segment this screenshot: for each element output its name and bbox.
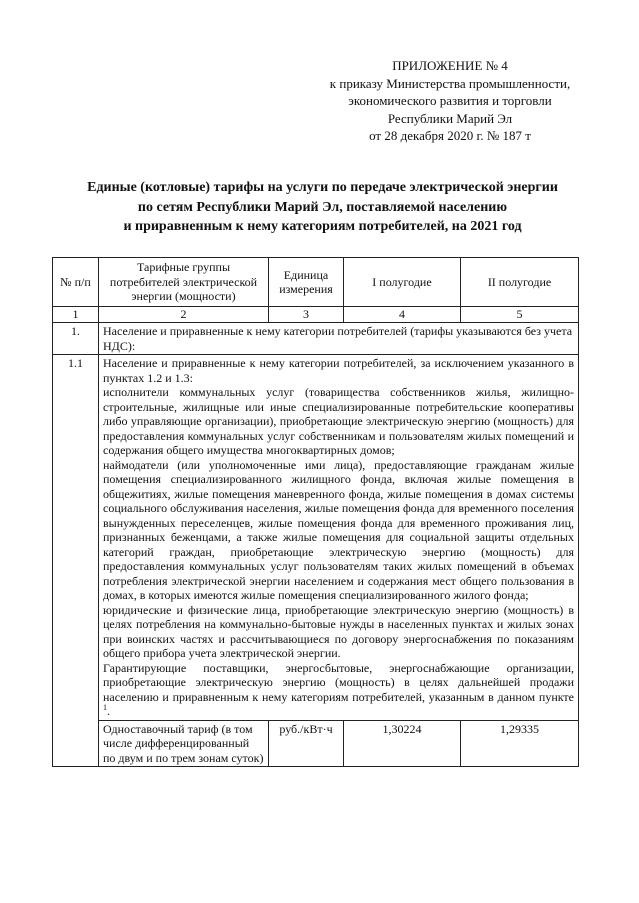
description-paragraph: Население и приравненные к нему категории потребителей, за исключением указанного в пунктах 1.2 и 1.3:	[103, 356, 574, 385]
tariff-unit: руб./кВт·ч	[269, 720, 344, 767]
description-paragraph: Гарантирующие поставщики, энергосбытовые, энергоснабжающие организации, приобретающие электрическую энергию (мощность) в целях дальнейшей продажи населению и приравненным к нему категориям потребителей, указанным в данном пункте	[103, 660, 574, 704]
appendix-ministry-line: экономического развития и торговли	[348, 93, 552, 108]
appendix-republic-line: Республики Марий Эл	[387, 110, 513, 126]
tariff-row-single-rate	[53, 720, 579, 767]
header-unit: Единица измерения	[269, 258, 344, 307]
tariff-value-first-half: 1,30224	[344, 720, 461, 767]
description-paragraph: исполнители коммунальных услуг (товарищества собственников жилья, жилищно-строительные, жилищные или иные специализированные потребительские кооперативы либо управляющие организации), приобретающие электрическую энергию (мощность) для предоставления коммунальных услуг собственникам и пользователям жилых помещений и содержания общего имущества многоквартирных домов;	[103, 385, 574, 457]
appendix-header	[300, 57, 600, 145]
header-second-half: II полугодие	[461, 258, 579, 307]
section-row-1-1	[53, 355, 579, 721]
column-index: 3	[269, 307, 344, 323]
section-description	[99, 355, 579, 721]
header-first-half: I полугодие	[344, 258, 461, 307]
title-line-1: Единые (котловые) тарифы на услуги по передаче электрической энергии	[87, 180, 558, 195]
tariff-value-second-half: 1,29335	[461, 720, 579, 767]
section-text: Население и приравненные к нему категории потребителей (тарифы указываются без учета НДС):	[99, 323, 579, 355]
header-num: № п/п	[53, 258, 99, 307]
column-index: 2	[99, 307, 269, 323]
end-punctuation: .	[107, 704, 110, 718]
column-index: 4	[344, 307, 461, 323]
section-row-1	[53, 323, 579, 355]
appendix-title: ПРИЛОЖЕНИЕ № 4	[392, 58, 508, 73]
column-index: 1	[53, 307, 99, 323]
section-num: 1.1	[53, 355, 99, 767]
tariff-table	[52, 257, 579, 767]
column-index-row	[53, 307, 579, 323]
description-paragraph-last	[103, 661, 574, 719]
column-index: 5	[461, 307, 579, 323]
footnote-mark: 1	[103, 703, 107, 712]
tariff-label: Одноставочный тариф (в том числе дифференцированный по двум и по трем зонам суток)	[99, 720, 269, 767]
title-line-3: и приравненным к нему категориям потребителей, на 2021 год	[123, 219, 522, 234]
table-header-row	[53, 258, 579, 307]
title-line-2: по сетям Республики Марий Эл, поставляемой населению	[137, 199, 508, 215]
header-tariff-group: Тарифные группы потребителей электрической энергии (мощности)	[99, 258, 269, 307]
appendix-order-line: к приказу Министерства промышленности,	[329, 75, 571, 91]
document-title	[40, 178, 605, 237]
description-paragraph: наймодатели (или уполномоченные ими лица), предоставляющие гражданам жилые помещения специализированного жилищного фонда, включая жилые помещения в общежитиях, жилые помещения маневренного фонда, жилые помещения в домах системы социального обслуживания населения, жилые помещения фонда для временного поселения вынужденных переселенцев, жилые помещения фонда для временного проживания лиц, признанных беженцами, а также жилые помещения для социальной защиты отдельных категорий граждан, приобретающие электрическую энергию (мощность) для предоставления коммунальных услуг пользователям таких жилых помещений в объемах потребления электрической энергии населением и содержания мест общего пользования в домах, в которых имеются жилые помещения специализированного жилого фонда;	[103, 457, 574, 602]
appendix-date-line: от 28 декабря 2020 г. № 187 т	[369, 128, 531, 143]
section-num: 1.	[53, 323, 99, 355]
description-paragraph: юридические и физические лица, приобретающие электрическую энергию (мощность) в целях потребления на коммунально-бытовые нужды в населенных пунктах и жилых зонах при воинских частях и рассчитывающиеся по договору энергоснабжения по показаниям общего прибора учета электрической энергии.	[103, 602, 574, 660]
